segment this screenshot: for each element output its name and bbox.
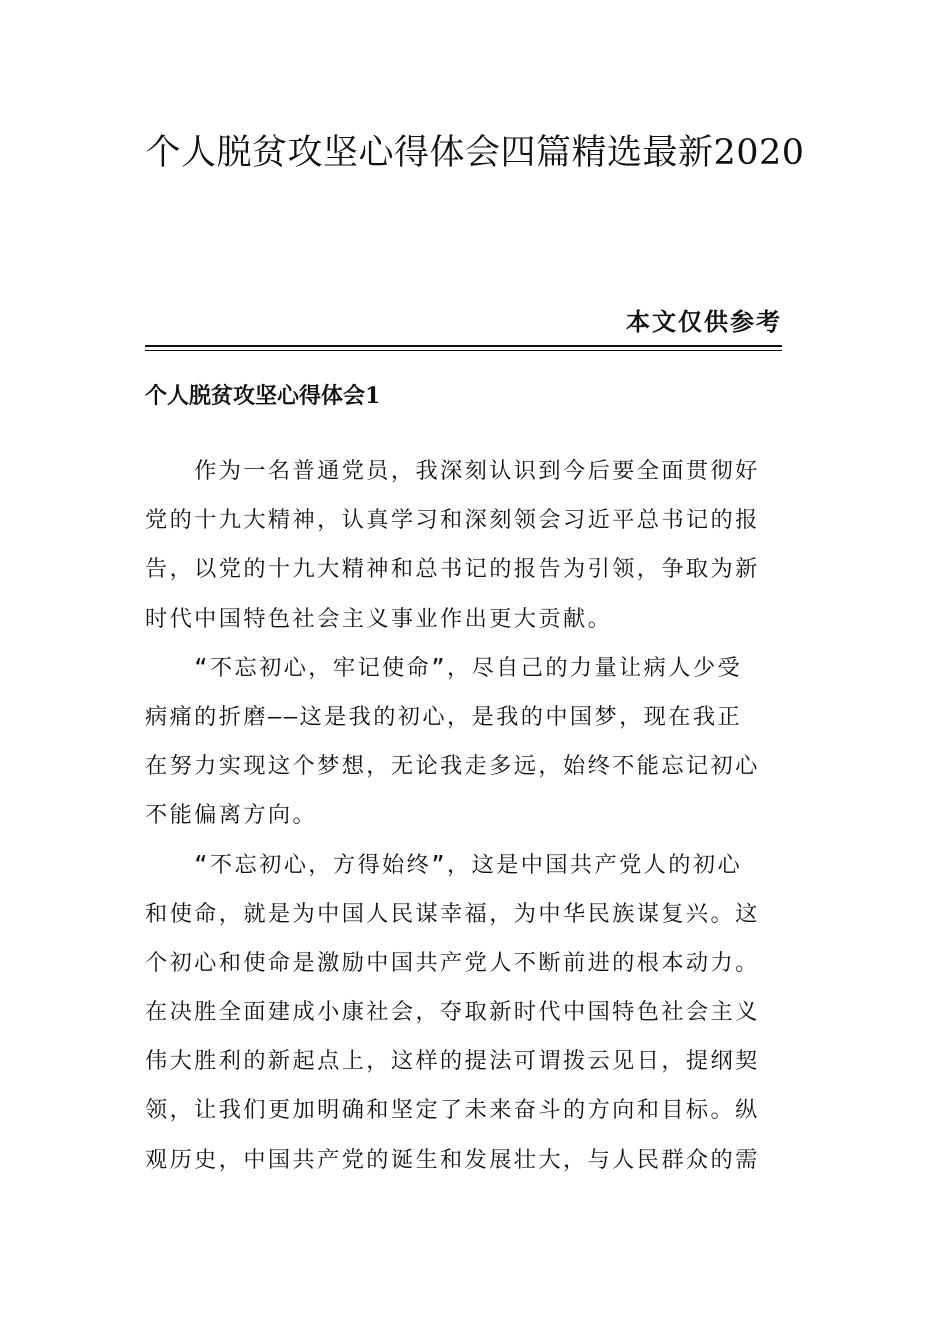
body-line: 时代中国特色社会主义事业作出更大贡献。 — [145, 605, 613, 632]
section-heading: 个人脱贫攻坚心得体会1 — [145, 383, 381, 409]
body-line: 告，以党的十九大精神和总书记的报告为引领，争取为新 — [145, 556, 760, 583]
body-line: “不忘初心，牢记使命”，尽自己的力量让病人少受 — [145, 654, 743, 681]
body-line: 在努力实现这个梦想，无论我走多远，始终不能忘记初心 — [145, 753, 760, 780]
body-line: 在决胜全面建成小康社会，夺取新时代中国特色社会主义 — [145, 999, 760, 1026]
reference-note: 本文仅供参考 — [626, 307, 782, 336]
body-line: 观历史，中国共产党的诞生和发展壮大，与人民群众的需 — [145, 1146, 760, 1173]
body-line: “不忘初心，方得始终”，这是中国共产党人的初心 — [145, 851, 743, 878]
body-line: 个初心和使命是激励中国共产党人不断前进的根本动力。 — [145, 949, 760, 976]
body-line: 和使命，就是为中国人民谋幸福，为中华民族谋复兴。这 — [145, 900, 760, 927]
body-line: 病痛的折磨——这是我的初心，是我的中国梦，现在我正 — [145, 703, 743, 730]
body-line: 领，让我们更加明确和坚定了未来奋斗的方向和目标。纵 — [145, 1097, 760, 1124]
body-text — [145, 447, 785, 1185]
body-line: 作为一名普通党员，我深刻认识到今后要全面贯彻好 — [145, 458, 760, 484]
body-line: 不能偏离方向。 — [145, 802, 318, 829]
header-divider-thin — [145, 350, 782, 351]
body-line: 伟大胜利的新起点上，这样的提法可谓拨云见日，提纲契 — [145, 1048, 760, 1075]
document-title: 个人脱贫攻坚心得体会四篇精选最新2020 — [145, 133, 805, 173]
body-line: 党的十九大精神，认真学习和深刻领会习近平总书记的报 — [145, 507, 760, 534]
header-divider — [145, 345, 782, 347]
